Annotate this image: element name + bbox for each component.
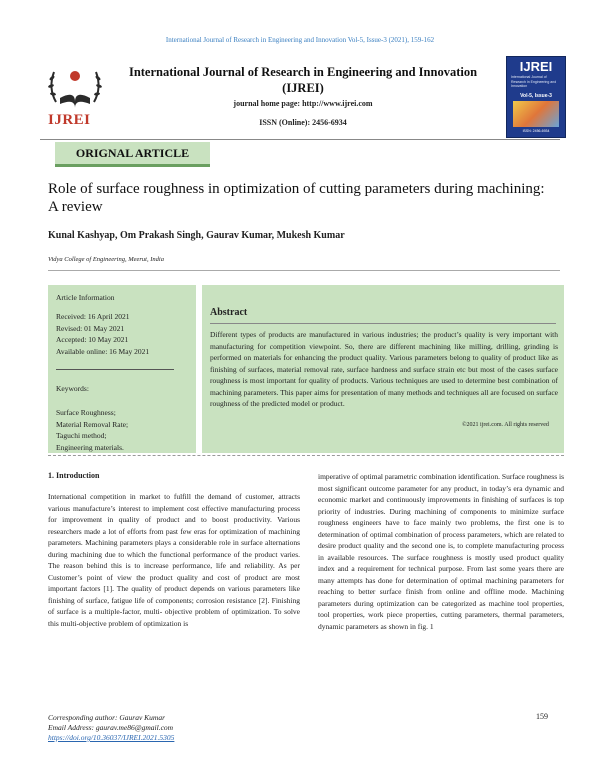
article-info-heading: Article Information — [56, 293, 115, 302]
journal-homepage: journal home page: http://www.ijrei.com — [233, 99, 373, 108]
keyword-item: Taguchi method; — [56, 431, 107, 440]
cover-volume: Vol-5, Issue-3 — [520, 93, 552, 99]
journal-title: International Journal of Research in Engineering and Innovation (IJREI) — [128, 65, 478, 95]
abstract-box — [202, 285, 564, 453]
page-number: 159 — [536, 712, 548, 721]
paper-affiliation: Vidya College of Engineering, Meerut, India — [48, 256, 164, 263]
keywords-list — [56, 407, 128, 453]
info-separator — [56, 369, 174, 370]
article-information-box — [48, 285, 196, 453]
author-email: Email Address: gaurav.me86@gmail.com — [48, 723, 174, 732]
journal-cover-thumbnail — [506, 56, 566, 138]
date-revised: Revised: 01 May 2021 — [56, 323, 125, 333]
paper-authors: Kunal Kashyap, Om Prakash Singh, Gaurav Kumar, Mukesh Kumar — [48, 230, 345, 241]
cover-image — [513, 101, 559, 127]
doi-link[interactable]: https://doi.org/10.36037/IJREI.2021.5305 — [48, 733, 175, 742]
corresponding-author: Corresponding author: Gaurav Kumar — [48, 713, 166, 722]
body-column-right: imperative of optimal parametric combination identification. Surface roughness is most significant outcome parameter for any product, in today’s era dynamic and economic market and continuously improvements in finishing of surfaces is top priority of industries. During machining of components to minimize surface roughness engineers have to face mainly two problems, the first one is to determination of optimal combination of process parameters, which are related to desire product quality and the second one is, to complete manufacturing process in available resources. The surface roughness is mostly used product quality index and a requirement for technical purpose. From last some years there are many attempts has done for determination of optimal machining parameters for reaching to better surface finish from online and offline mode. Machining parameters during optimization can be categorized as machine tool properties, tool properties, work piece properties, cutting parameters, thermal parameters, dynamic parameters as shown in fig. 1 — [318, 472, 564, 631]
corresponding-author-block — [48, 713, 174, 743]
cover-issn: ISSN: 2456-6934 — [522, 129, 550, 133]
article-type-banner — [55, 142, 210, 167]
abstract-divider — [210, 323, 556, 324]
cover-title: IJREI — [519, 59, 553, 74]
keywords-heading: Keywords: — [56, 384, 89, 393]
laurel-book-emblem — [42, 62, 108, 112]
affiliation-divider — [48, 270, 560, 271]
paper-title: Role of surface roughness in optimization of cutting parameters during machining: A review — [48, 181, 545, 215]
body-divider — [48, 455, 564, 456]
date-accepted: Accepted: 10 May 2021 — [56, 335, 129, 344]
journal-logo — [42, 62, 108, 132]
keyword-item: Material Removal Rate; — [56, 419, 129, 429]
logo-wordmark: IJREI — [48, 112, 91, 128]
section-heading-introduction: 1. Introduction — [48, 471, 100, 480]
abstract-text: Different types of products are manufactured in various industries; the product’s quality is very important with manufacturing for competition viewpoint. So, there are different machining like milling, drilling, grinding is performed on materials for enhancing the product quality. Various parameters belong to quality of product like as finishing of surfaces, material removal rate, surface hardness and surface strain etc but most of the cases surface roughness is most important for quality of products. Various techniques are used to determine best combination of machining parameters. This paper aims for presentation of many methods and techniques all are focused on surface roughness of the predicted model or product. — [210, 330, 558, 408]
header-divider — [40, 139, 560, 140]
copyright-notice: ©2021 ijrei.com. All rights reserved — [462, 422, 549, 428]
date-available: Available online: 16 May 2021 — [56, 346, 150, 356]
cover-subtitle: International Journal of Research in Engineering and Innovation — [511, 75, 557, 88]
article-dates — [56, 311, 149, 357]
journal-citation: International Journal of Research in Engineering and Innovation Vol-5, Issue-3 (2021), 159-162 — [165, 36, 435, 44]
body-column-left: International competition in market to fulfill the demand of customer, attracts various manufacture’s interest to implement cost effective manufacturing process for improvement in quality of product and to boost productivity. Various researchers made a lot of efforts from past few eras for optimization of machining parameters. Machining parameters plays a considerable role in surface alternations during machining due to which the functional performance of the product varies. The reason behind this is to increase performance, life and reliability. As per Customer’s point of view the product quality and cost of product are most important factors [1]. The quality of product depends on various parameters like finishing of surface, fatigue life of components; corrosion resistance [2]. Finishing of surface is a multiple-factor, multi- objective problem of optimization. To solve this multi-objective problem of optimization is — [48, 492, 300, 628]
keyword-item: Surface Roughness; — [56, 408, 116, 417]
article-type-label: ORIGNAL ARTICLE — [75, 146, 190, 160]
date-received: Received: 16 April 2021 — [56, 312, 130, 321]
keyword-item: Engineering materials. — [56, 442, 124, 452]
abstract-heading: Abstract — [210, 307, 248, 318]
journal-issn: ISSN (Online): 2456-6934 — [259, 118, 347, 127]
